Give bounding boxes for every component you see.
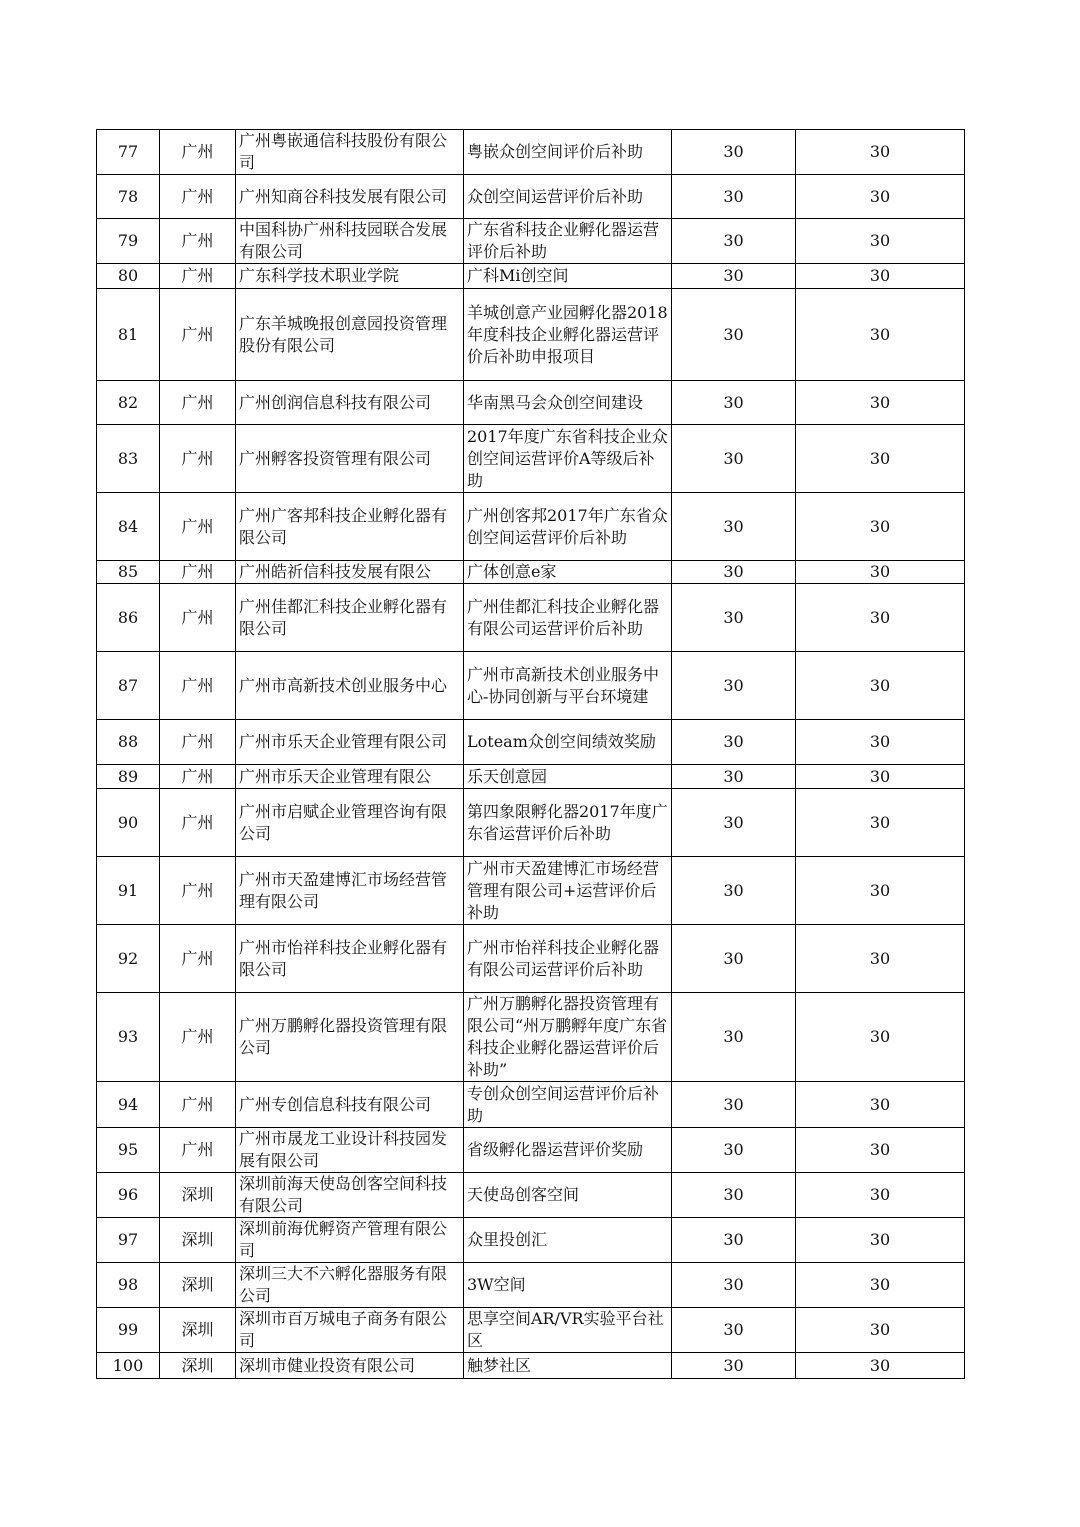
table-row (97, 1263, 965, 1308)
row-amount-2: 30 (796, 425, 965, 493)
row-project: 羊城创意产业园孵化器2018年度科技企业孵化器运营评价后补助申报项目 (464, 289, 672, 381)
row-number: 100 (97, 1353, 160, 1379)
row-company: 广州皓祈信科技发展有限公 (236, 561, 464, 584)
table-row (97, 1353, 965, 1379)
row-number: 91 (97, 857, 160, 925)
row-amount-1: 30 (672, 1263, 796, 1308)
row-company: 深圳前海优孵资产管理有限公司 (236, 1218, 464, 1263)
row-company: 广州市怡祥科技企业孵化器有限公司 (236, 925, 464, 993)
table-row (97, 289, 965, 381)
row-city: 广州 (160, 1082, 236, 1128)
row-company: 深圳三大不六孵化器服务有限公司 (236, 1263, 464, 1308)
row-city: 广州 (160, 219, 236, 264)
row-company: 广州市高新技术创业服务中心 (236, 652, 464, 720)
row-company: 广州广客邦科技企业孵化器有限公司 (236, 493, 464, 561)
row-amount-1: 30 (672, 219, 796, 264)
row-company: 广东羊城晚报创意园投资管理股份有限公司 (236, 289, 464, 381)
row-amount-2: 30 (796, 652, 965, 720)
row-company: 广州市晟龙工业设计科技园发展有限公司 (236, 1128, 464, 1173)
row-city: 深圳 (160, 1308, 236, 1353)
row-company: 广州孵客投资管理有限公司 (236, 425, 464, 493)
table-row (97, 425, 965, 493)
row-city: 广州 (160, 264, 236, 289)
row-number: 88 (97, 720, 160, 765)
row-number: 93 (97, 993, 160, 1082)
row-amount-1: 30 (672, 130, 796, 175)
row-project: 2017年度广东省科技企业众创空间运营评价A等级后补助 (464, 425, 672, 493)
row-company: 深圳市健业投资有限公司 (236, 1353, 464, 1379)
row-amount-1: 30 (672, 493, 796, 561)
row-project: 华南黑马会众创空间建设 (464, 381, 672, 425)
row-number: 86 (97, 584, 160, 652)
row-city: 广州 (160, 425, 236, 493)
row-company: 广州市乐天企业管理有限公司 (236, 720, 464, 765)
table-row (97, 1128, 965, 1173)
row-amount-1: 30 (672, 175, 796, 219)
row-amount-1: 30 (672, 1173, 796, 1218)
table-row (97, 381, 965, 425)
row-company: 深圳前海天使岛创客空间科技有限公司 (236, 1173, 464, 1218)
row-amount-2: 30 (796, 493, 965, 561)
row-number: 95 (97, 1128, 160, 1173)
row-amount-1: 30 (672, 765, 796, 789)
row-amount-2: 30 (796, 584, 965, 652)
row-amount-1: 30 (672, 289, 796, 381)
row-project: 广东省科技企业孵化器运营评价后补助 (464, 219, 672, 264)
row-number: 98 (97, 1263, 160, 1308)
row-amount-2: 30 (796, 289, 965, 381)
row-number: 77 (97, 130, 160, 175)
row-city: 广州 (160, 765, 236, 789)
row-project: 广州市怡祥科技企业孵化器有限公司运营评价后补助 (464, 925, 672, 993)
row-company: 广州市天盈建博汇市场经营管理有限公司 (236, 857, 464, 925)
row-amount-2: 30 (796, 1308, 965, 1353)
row-city: 广州 (160, 993, 236, 1082)
table-row (97, 561, 965, 584)
table-row (97, 993, 965, 1082)
row-number: 81 (97, 289, 160, 381)
row-project: 广州市天盈建博汇市场经营管理有限公司+运营评价后补助 (464, 857, 672, 925)
row-city: 广州 (160, 789, 236, 857)
row-amount-2: 30 (796, 130, 965, 175)
row-amount-2: 30 (796, 264, 965, 289)
row-number: 89 (97, 765, 160, 789)
row-amount-2: 30 (796, 993, 965, 1082)
row-project: Loteam众创空间绩效奖励 (464, 720, 672, 765)
row-number: 78 (97, 175, 160, 219)
table-row (97, 1173, 965, 1218)
row-amount-2: 30 (796, 789, 965, 857)
row-project: 广州创客邦2017年广东省众创空间运营评价后补助 (464, 493, 672, 561)
table-row (97, 130, 965, 175)
row-project: 广科Mi创空间 (464, 264, 672, 289)
row-amount-1: 30 (672, 381, 796, 425)
row-amount-1: 30 (672, 652, 796, 720)
row-number: 94 (97, 1082, 160, 1128)
table-row (97, 720, 965, 765)
table-row (97, 175, 965, 219)
table-row (97, 925, 965, 993)
table-row (97, 1082, 965, 1128)
row-amount-1: 30 (672, 720, 796, 765)
row-amount-1: 30 (672, 264, 796, 289)
row-amount-1: 30 (672, 1218, 796, 1263)
row-amount-2: 30 (796, 925, 965, 993)
row-amount-2: 30 (796, 561, 965, 584)
row-company: 广州专创信息科技有限公司 (236, 1082, 464, 1128)
row-city: 广州 (160, 857, 236, 925)
row-amount-2: 30 (796, 1128, 965, 1173)
row-company: 中国科协广州科技园联合发展有限公司 (236, 219, 464, 264)
row-company: 广州市乐天企业管理有限公 (236, 765, 464, 789)
table-row (97, 789, 965, 857)
row-company: 广州市启赋企业管理咨询有限公司 (236, 789, 464, 857)
row-company: 广州万鹏孵化器投资管理有限公司 (236, 993, 464, 1082)
row-city: 广州 (160, 1128, 236, 1173)
row-amount-1: 30 (672, 584, 796, 652)
row-city: 广州 (160, 561, 236, 584)
row-company: 广东科学技术职业学院 (236, 264, 464, 289)
table-row (97, 652, 965, 720)
table-row (97, 493, 965, 561)
row-amount-2: 30 (796, 175, 965, 219)
row-company: 广州佳都汇科技企业孵化器有限公司 (236, 584, 464, 652)
table-row (97, 584, 965, 652)
row-number: 99 (97, 1308, 160, 1353)
row-project: 天使岛创客空间 (464, 1173, 672, 1218)
row-company: 广州创润信息科技有限公司 (236, 381, 464, 425)
table-row (97, 264, 965, 289)
row-project: 第四象限孵化器2017年度广东省运营评价后补助 (464, 789, 672, 857)
row-city: 广州 (160, 720, 236, 765)
row-city: 广州 (160, 289, 236, 381)
row-city: 广州 (160, 175, 236, 219)
row-city: 广州 (160, 925, 236, 993)
row-project: 3W空间 (464, 1263, 672, 1308)
row-city: 广州 (160, 652, 236, 720)
row-number: 90 (97, 789, 160, 857)
row-company: 深圳市百万城电子商务有限公司 (236, 1308, 464, 1353)
row-project: 众里投创汇 (464, 1218, 672, 1263)
row-amount-2: 30 (796, 219, 965, 264)
row-amount-1: 30 (672, 425, 796, 493)
row-company: 广州粤嵌通信科技股份有限公司 (236, 130, 464, 175)
row-amount-1: 30 (672, 925, 796, 993)
row-city: 深圳 (160, 1353, 236, 1379)
row-amount-2: 30 (796, 765, 965, 789)
row-amount-2: 30 (796, 720, 965, 765)
row-amount-2: 30 (796, 1218, 965, 1263)
row-amount-2: 30 (796, 1263, 965, 1308)
row-project: 众创空间运营评价后补助 (464, 175, 672, 219)
row-amount-2: 30 (796, 1173, 965, 1218)
row-city: 广州 (160, 493, 236, 561)
row-city: 广州 (160, 381, 236, 425)
row-amount-1: 30 (672, 1128, 796, 1173)
row-amount-1: 30 (672, 993, 796, 1082)
row-amount-1: 30 (672, 1082, 796, 1128)
table-row (97, 765, 965, 789)
row-city: 深圳 (160, 1173, 236, 1218)
row-project: 粤嵌众创空间评价后补助 (464, 130, 672, 175)
table-row (97, 1308, 965, 1353)
row-number: 92 (97, 925, 160, 993)
row-amount-1: 30 (672, 561, 796, 584)
row-project: 专创众创空间运营评价后补助 (464, 1082, 672, 1128)
row-number: 84 (97, 493, 160, 561)
row-project: 广州佳都汇科技企业孵化器有限公司运营评价后补助 (464, 584, 672, 652)
row-amount-1: 30 (672, 1308, 796, 1353)
row-number: 80 (97, 264, 160, 289)
row-project: 思享空间AR/VR实验平台社区 (464, 1308, 672, 1353)
row-project: 省级孵化器运营评价奖励 (464, 1128, 672, 1173)
row-number: 79 (97, 219, 160, 264)
row-amount-1: 30 (672, 857, 796, 925)
row-amount-2: 30 (796, 1082, 965, 1128)
row-amount-2: 30 (796, 1353, 965, 1379)
row-number: 96 (97, 1173, 160, 1218)
funding-table (96, 129, 965, 1379)
row-number: 83 (97, 425, 160, 493)
row-city: 广州 (160, 130, 236, 175)
row-city: 深圳 (160, 1218, 236, 1263)
row-amount-2: 30 (796, 381, 965, 425)
row-number: 85 (97, 561, 160, 584)
row-city: 深圳 (160, 1263, 236, 1308)
row-amount-2: 30 (796, 857, 965, 925)
row-amount-1: 30 (672, 1353, 796, 1379)
row-company: 广州知商谷科技发展有限公司 (236, 175, 464, 219)
table-row (97, 857, 965, 925)
row-project: 广体创意e家 (464, 561, 672, 584)
row-amount-1: 30 (672, 789, 796, 857)
row-project: 广州万鹏孵化器投资管理有限公司“州万鹏孵年度广东省科技企业孵化器运营评价后补助” (464, 993, 672, 1082)
row-city: 广州 (160, 584, 236, 652)
row-project: 触梦社区 (464, 1353, 672, 1379)
row-number: 82 (97, 381, 160, 425)
table-row (97, 219, 965, 264)
row-project: 广州市高新技术创业服务中心-协同创新与平台环境建 (464, 652, 672, 720)
table-row (97, 1218, 965, 1263)
row-project: 乐天创意园 (464, 765, 672, 789)
row-number: 87 (97, 652, 160, 720)
row-number: 97 (97, 1218, 160, 1263)
